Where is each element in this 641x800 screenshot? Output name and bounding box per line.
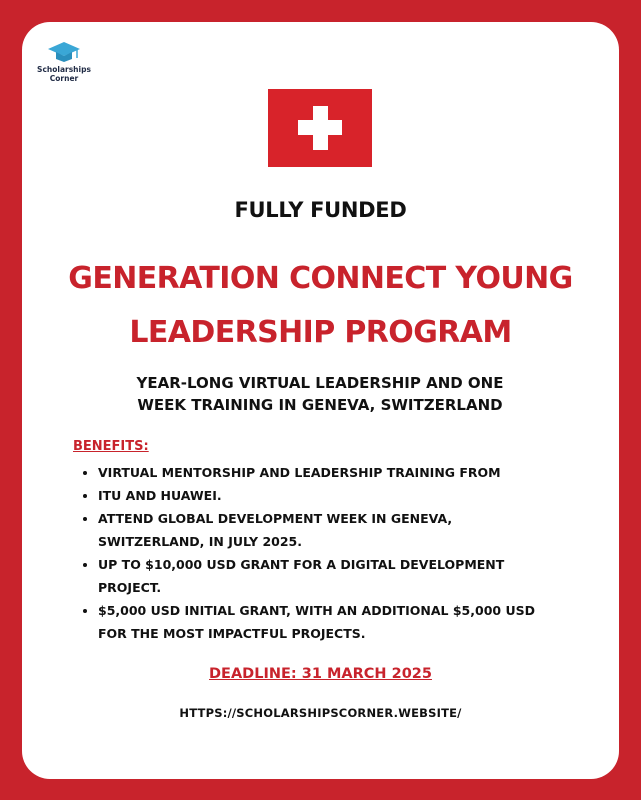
benefit-item: • VIRTUAL MENTORSHIP AND LEADERSHIP TRAINING FROM (98, 461, 558, 484)
program-title-line-1: GENERATION CONNECT YOUNG (68, 261, 573, 296)
scholarships-corner-logo (34, 40, 94, 83)
subtitle-line-1: YEAR-LONG VIRTUAL LEADERSHIP AND ONE (136, 374, 504, 392)
benefits-list (80, 461, 558, 645)
website-url: HTTPS://SCHOLARSHIPSCORNER.WEBSITE/ (179, 706, 462, 720)
program-subtitle (120, 372, 520, 416)
swiss-flag-icon (268, 89, 372, 167)
benefit-item: • $5,000 USD INITIAL GRANT, WITH AN ADDITIONAL $5,000 USD FOR THE MOST IMPACTFUL PROJECTS. (98, 599, 558, 645)
benefit-item: • ATTEND GLOBAL DEVELOPMENT WEEK IN GENEVA, SWITZERLAND, IN JULY 2025. (98, 507, 558, 553)
benefit-item: • ITU AND HUAWEI. (98, 484, 558, 507)
program-title (0, 252, 641, 360)
subtitle-line-2: WEEK TRAINING IN GENEVA, SWITZERLAND (137, 396, 503, 414)
benefit-item: • UP TO $10,000 USD GRANT FOR A DIGITAL DEVELOPMENT PROJECT. (98, 553, 558, 599)
logo-line-1: Scholarships (37, 65, 91, 74)
program-title-line-2: LEADERSHIP PROGRAM (129, 315, 512, 350)
fully-funded-headline: FULLY FUNDED (234, 198, 407, 222)
graduation-cap-icon (47, 40, 81, 64)
deadline-text: DEADLINE: 31 MARCH 2025 (209, 666, 432, 682)
logo-line-2: Corner (49, 74, 79, 83)
benefits-heading: BENEFITS: (73, 439, 149, 454)
